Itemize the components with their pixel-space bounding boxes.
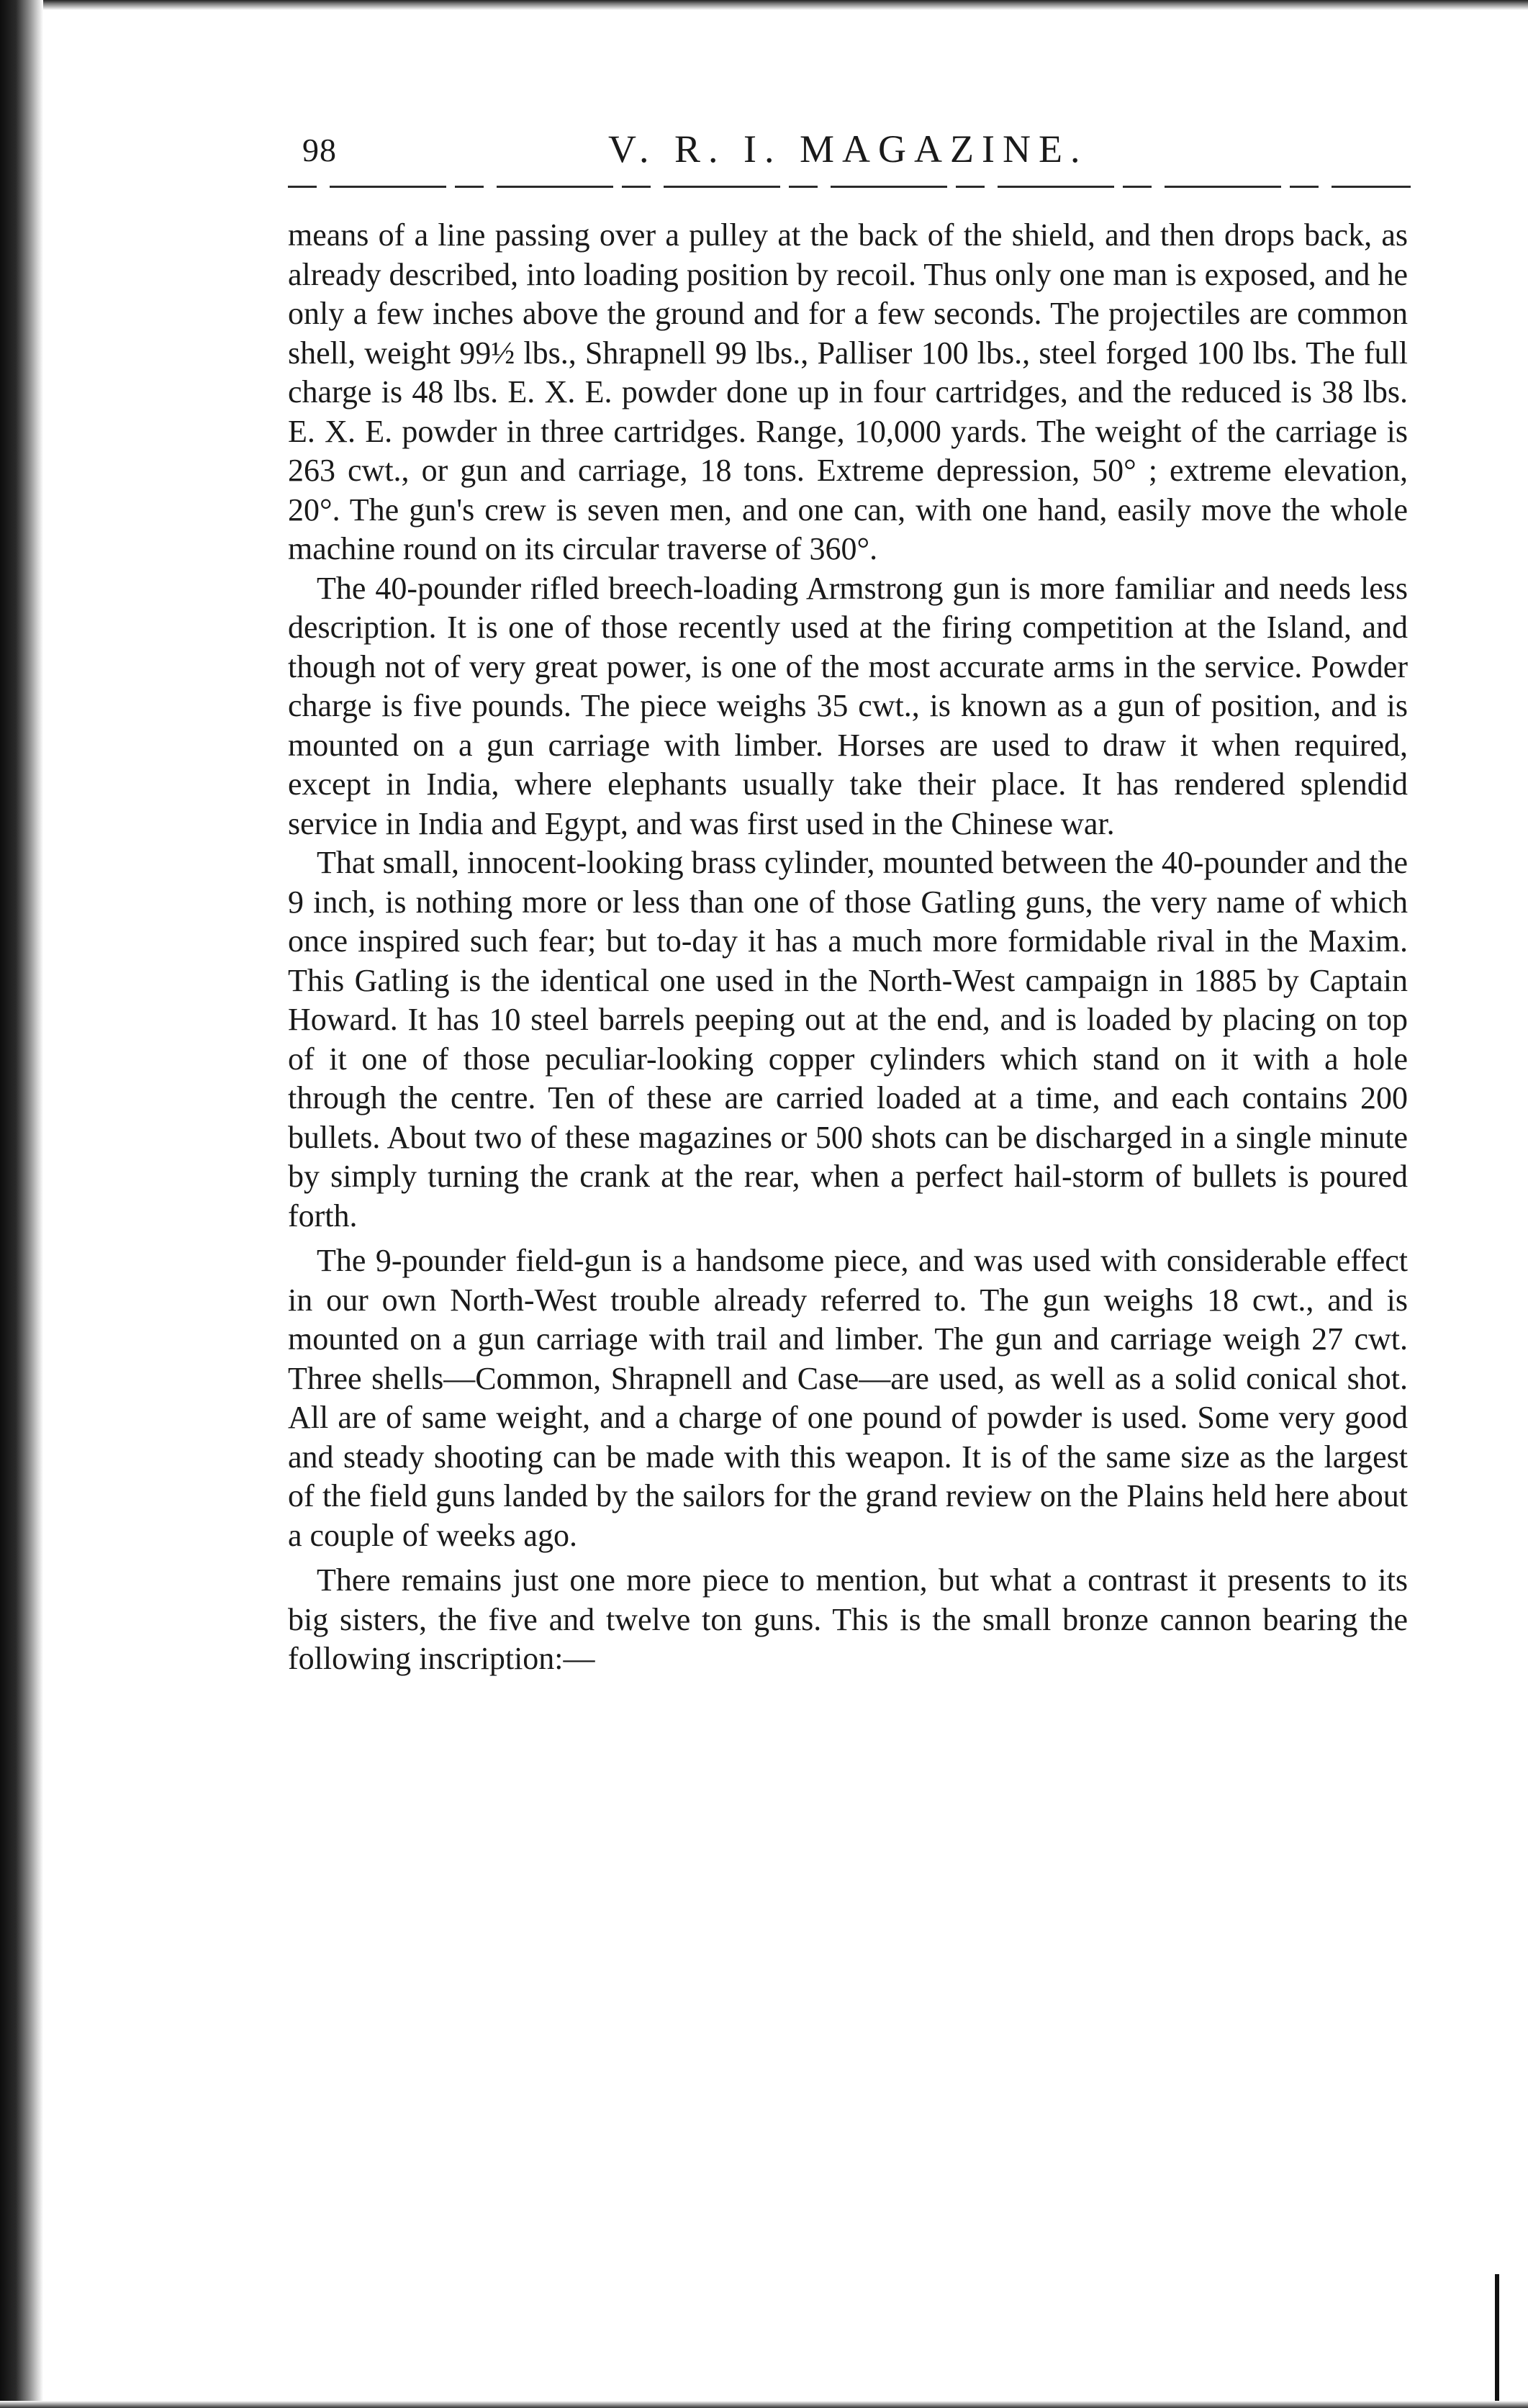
scan-bottom-edge	[0, 2401, 1528, 2408]
paragraph-gatling-gun: That small, innocent-looking brass cylinder, mounted between the 40-pounder and the 9 inch, is nothing more or less than one of those Gatling guns, the very name of which once inspired such fear; but to-day it has a much more formidable rival in the Maxim. This Gatling is the identical one used in the North-West campaign in 1885 by Captain Howard. It has 10 steel barrels peeping out at the end, and is loaded by placing on top of it one of those peculiar-looking copper cylinders which stand on it with a hole through the centre. Ten of these are carried loaded at a time, and each contains 200 bullets. About two of these magazines or 500 shots can be discharged in a single minute by simply turning the crank at the rear, when a perfect hail-storm of bullets is poured forth.	[288, 845, 1408, 1234]
paragraph-40-pounder: The 40-pounder rifled breech-loading Armstrong gun is more familiar and needs less description. It is one of those recently used at the firing competition at the Island, and though not of very great power, is one of the most accurate arms in the service. Powder charge is five pounds. The piece weighs 35 cwt., is known as a gun of position, and is mounted on a gun carriage with limber. Horses are used to draw it when required, except in India, where elephants usually take their place. It has rendered splendid service in India and Egypt, and was first used in the Chinese war.	[288, 570, 1408, 841]
page-header	[302, 127, 1411, 170]
page-number: 98	[302, 132, 337, 168]
paragraph-bronze-cannon: There remains just one more piece to mention, but what a contrast it presents to its big sisters, the five and twelve ton guns. This is the small bronze cannon bearing the following inscription:—	[288, 1562, 1408, 1676]
scan-top-edge	[0, 0, 1528, 10]
scan-binding-edge	[0, 0, 43, 2408]
header-rule	[288, 186, 1411, 188]
article-body	[288, 216, 1408, 1679]
scan-right-edge-mark	[1495, 2274, 1499, 2408]
paragraph-continued-gun-description: means of a line passing over a pulley at the back of the shield, and then drops back, as already described, into loading position by recoil. Thus only one man is exposed, and he only a few inches above the ground and for a few seconds. The projectiles are common shell, weight 99½ lbs., Shrapnell 99 lbs., Palliser 100 lbs., steel forged 100 lbs. The full charge is 48 lbs. E. X. E. powder done up in four cartridges, and the reduced is 38 lbs. E. X. E. powder in three cartridges. Range, 10,000 yards. The weight of the carriage is 263 cwt., or gun and carriage, 18 tons. Extreme depression, 50° ; extreme elevation, 20°. The gun's crew is seven men, and one can, with one hand, easily move the whole machine round on its circular traverse of 360°.	[288, 217, 1408, 566]
paragraph-9-pounder: The 9-pounder field-gun is a handsome piece, and was used with considerable effect in our own North-West trouble already referred to. The gun weighs 18 cwt., and is mounted on a gun carriage with trail and limber. The gun and carriage weigh 27 cwt. Three shells—Common, Shrapnell and Case—are used, as well as a solid conical shot. All are of same weight, and a charge of one pound of powder is used. Some very good and steady shooting can be made with this weapon. It is of the same size as the largest of the field guns landed by the sailors for the grand review on the Plains held here about a couple of weeks ago.	[288, 1243, 1408, 1553]
running-title: V. R. I. MAGAZINE.	[608, 127, 1088, 171]
